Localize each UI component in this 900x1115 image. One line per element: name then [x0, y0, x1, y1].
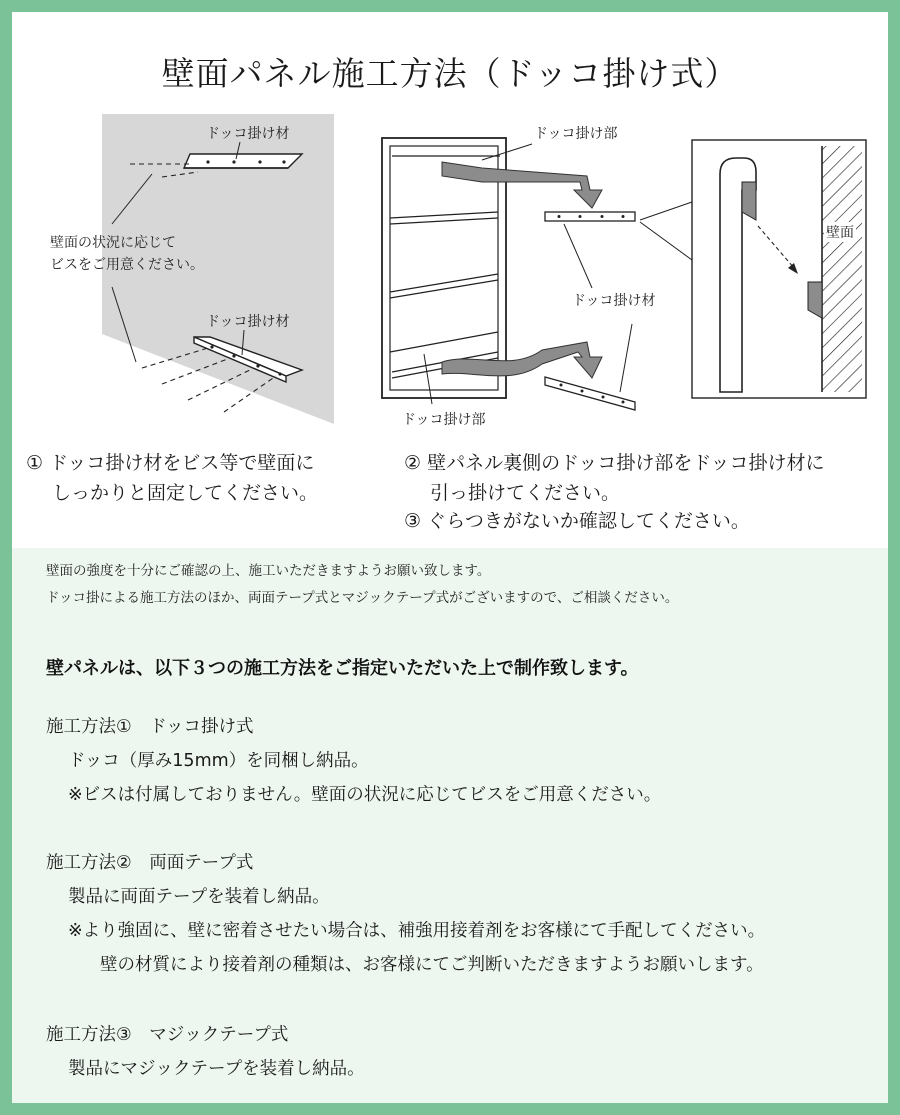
step-3: ③ ぐらつきがないか確認してください。 — [404, 510, 750, 532]
note-line: 壁面の強度を十分にご確認の上、施工いただきますようお願い致します。 — [46, 563, 491, 579]
method-3: 施工方法③ マジックテープ式 製品にマジックテープを装着し納品。 — [46, 1018, 365, 1086]
method-heading: 施工方法③ マジックテープ式 — [46, 1025, 289, 1045]
label-hook-top: ドッコ掛け部 — [534, 126, 618, 142]
detail-diagram — [692, 140, 866, 398]
label-material-top: ドッコ掛け材 — [206, 126, 290, 142]
method-heading: 施工方法① ドッコ掛け式 — [46, 717, 254, 737]
label-material-center: ドッコ掛け材 — [572, 293, 656, 309]
step-1: ① ドッコ掛け材をビス等で壁面に しっかりと固定してください。 — [26, 452, 319, 504]
material-bar-top — [545, 212, 635, 221]
label-wall: 壁面 — [824, 222, 856, 242]
label-hook-bottom: ドッコ掛け部 — [402, 412, 486, 428]
label-material-bottom: ドッコ掛け材 — [206, 314, 290, 330]
panel-back-diagram — [382, 138, 692, 410]
method-heading: 施工方法② 両面テープ式 — [46, 853, 254, 873]
page-title: 壁面パネル施工方法（ドッコ掛け式） — [161, 54, 739, 93]
step-2: ② 壁パネル裏側のドッコ掛け部をドッコ掛け材に 引っ掛けてください。 — [404, 452, 825, 504]
page-frame — [12, 12, 888, 1103]
screw-note: 壁面の状況に応じて ビスをご用意ください。 — [50, 235, 204, 273]
method-1: 施工方法① ドッコ掛け式 ドッコ（厚み15mm）を同梱し納品。 ※ビスは付属しておりません。壁面の状況に応じてビスをご用意ください。 — [46, 710, 661, 812]
intro-text: 壁パネルは、以下３つの施工方法をご指定いただいた上で制作致します。 — [46, 658, 639, 679]
method-2: 施工方法② 両面テープ式 製品に両面テープを装着し納品。 ※より強固に、壁に密着させたい場合は、補強用接着剤をお客様にて手配してください。 壁の材質により接着剤の種類は、お客様にてご判断いただきますようお願いします。 — [46, 846, 765, 982]
wall-hatch — [822, 146, 862, 392]
notes — [46, 558, 678, 612]
note-line: ドッコ掛による施工方法のほか、両面テープ式とマジックテープ式がございますので、ご相談ください。 — [46, 590, 679, 606]
